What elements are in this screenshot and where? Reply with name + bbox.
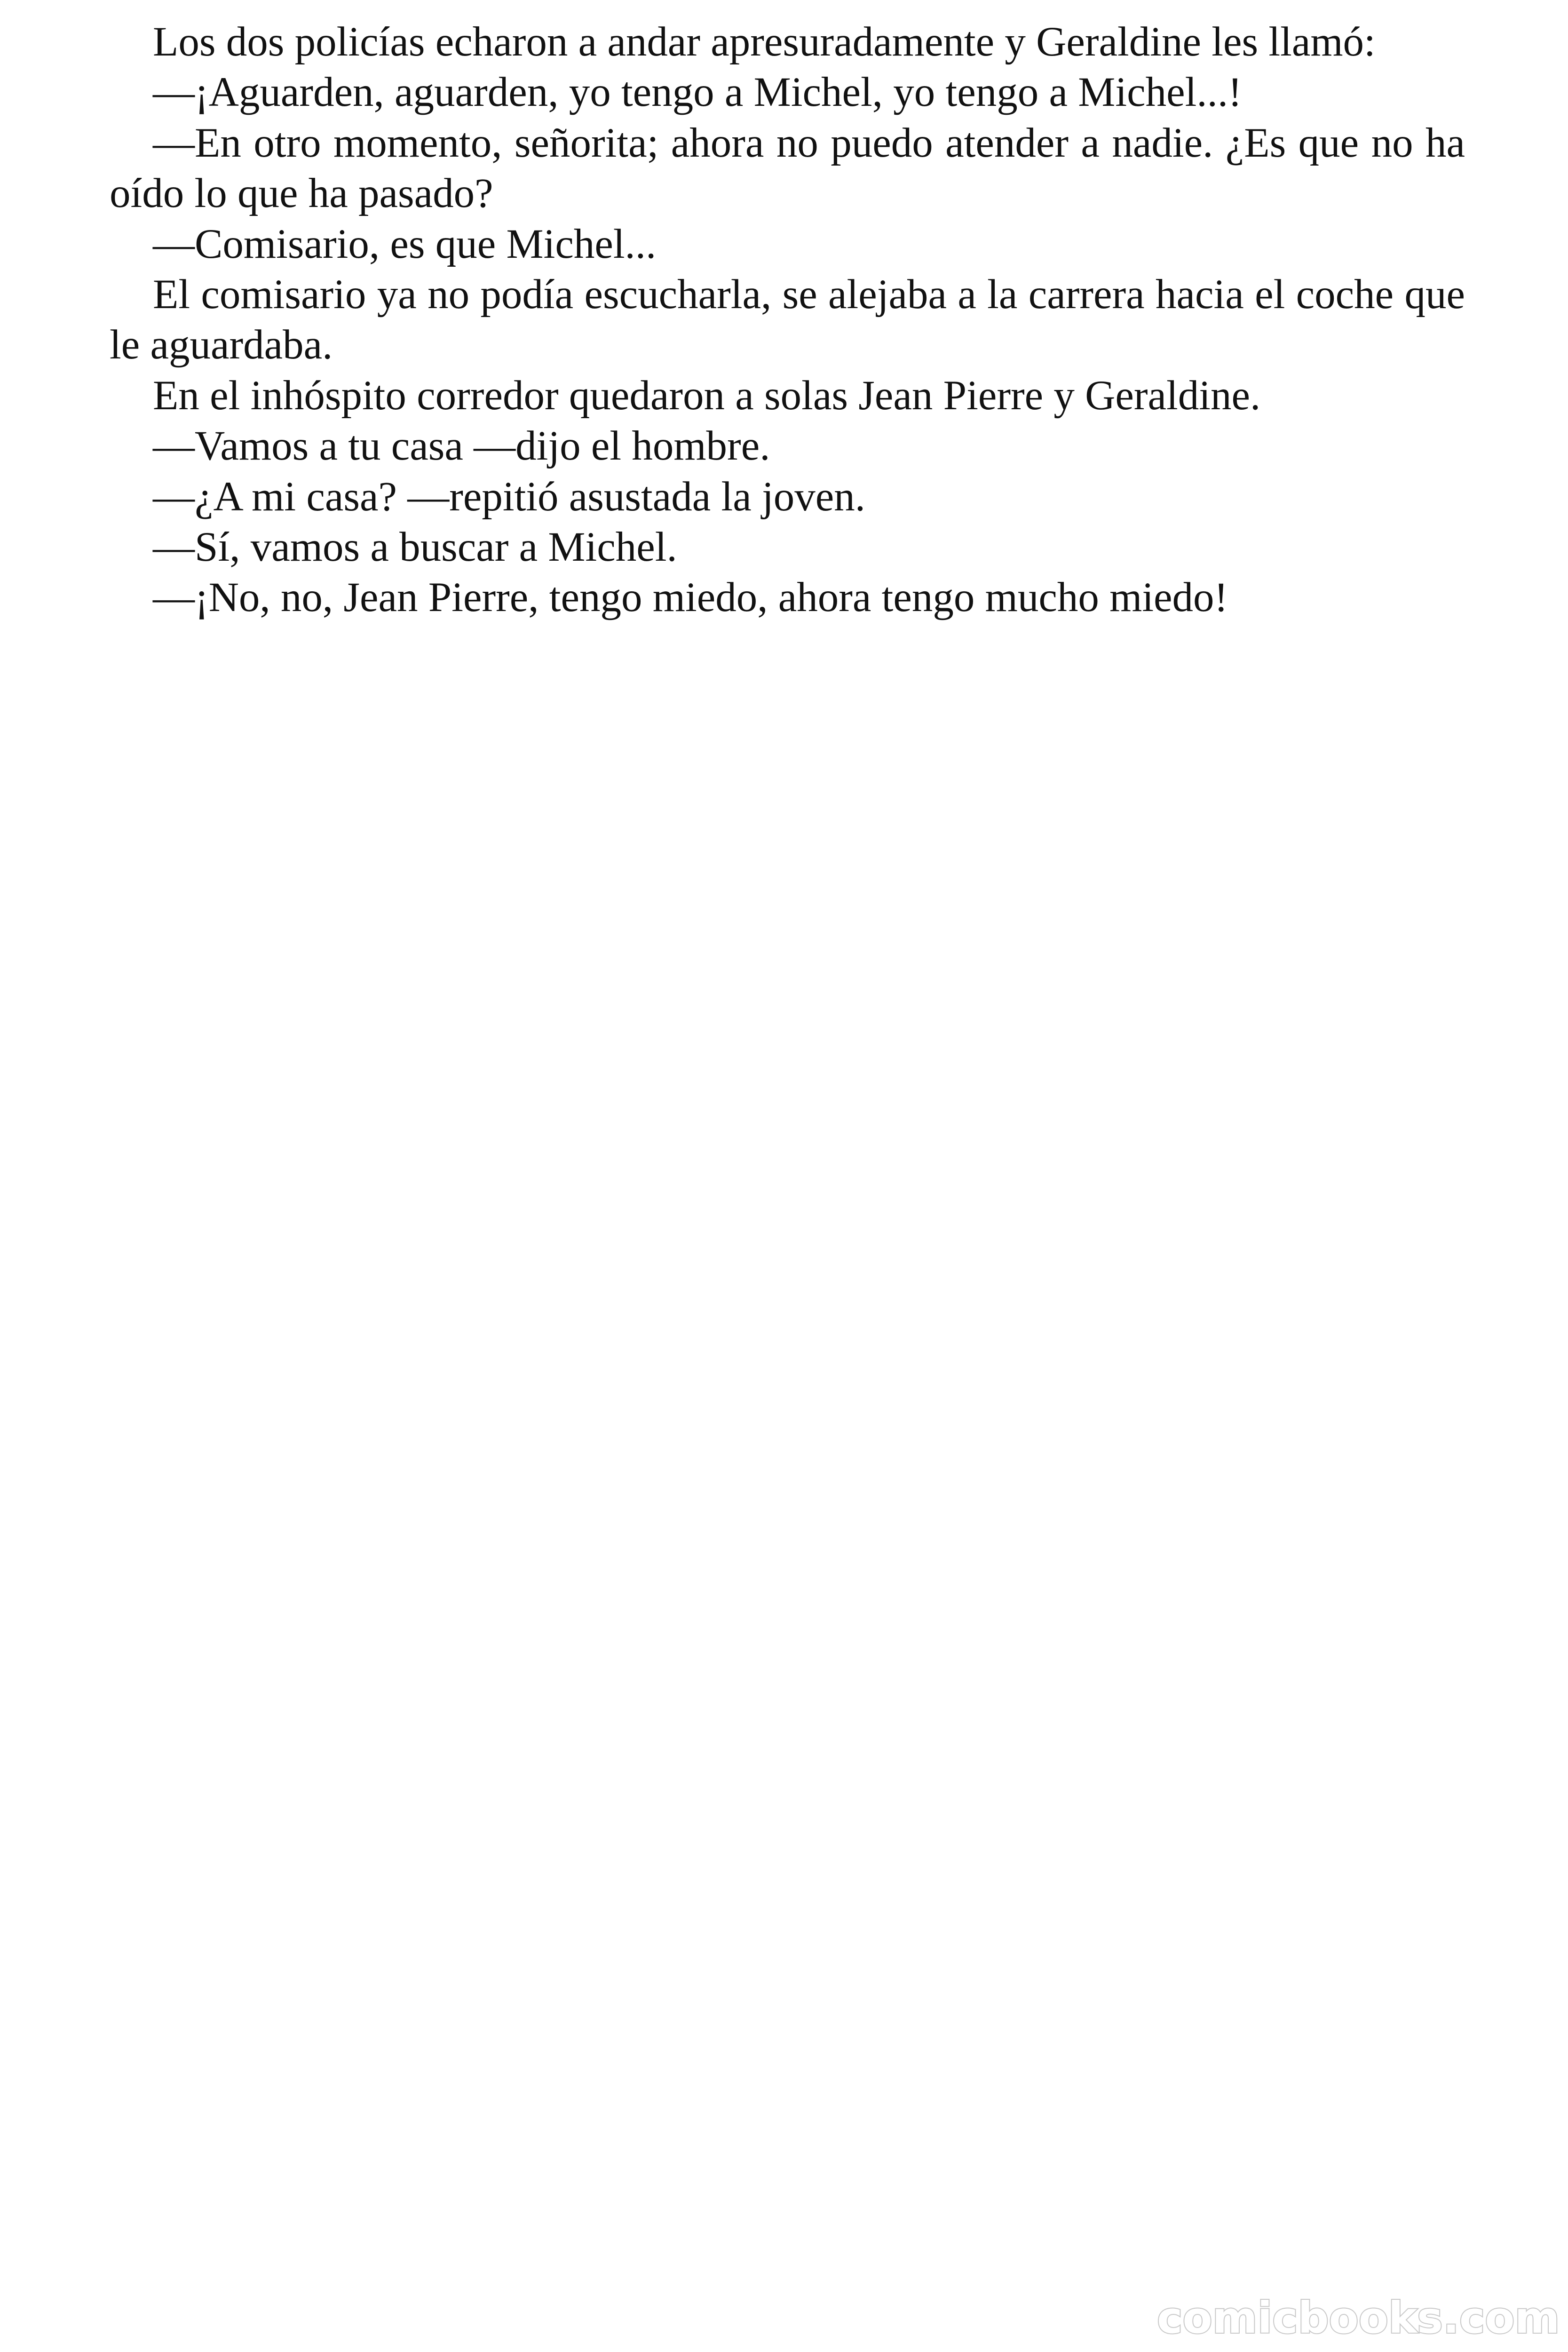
watermark-text: comicbooks.com [1157, 2293, 1560, 2343]
watermark [1157, 2293, 1560, 2345]
paragraph-4: —Comisario, es que Michel... [153, 221, 657, 267]
page-body-text [110, 17, 1465, 623]
paragraph-9: —Sí, vamos a buscar a Michel. [153, 524, 677, 571]
paragraph-8: —¿A mi casa? —repitió asustada la joven. [153, 473, 865, 520]
paragraph-6: En el inhóspito corredor quedaron a solas Jean Pierre y Geraldine. [153, 372, 1261, 419]
paragraph-1: Los dos policías echaron a andar apresuradamente y Geraldine les llamó: [153, 19, 1376, 65]
paragraph-3: —En otro momento, señorita; ahora no puedo atender a nadie. ¿Es que no ha oído lo que ha pasado? [110, 119, 1465, 217]
paragraph-2: —¡Aguarden, aguarden, yo tengo a Michel, yo tengo a Michel...! [153, 69, 1242, 116]
paragraph-5: El comisario ya no podía escucharla, se alejaba a la carrera hacia el coche que le aguardaba. [110, 271, 1465, 368]
paragraph-10: —¡No, no, Jean Pierre, tengo miedo, ahora tengo mucho miedo! [153, 574, 1228, 621]
paragraph-7: —Vamos a tu casa —dijo el hombre. [153, 423, 770, 469]
